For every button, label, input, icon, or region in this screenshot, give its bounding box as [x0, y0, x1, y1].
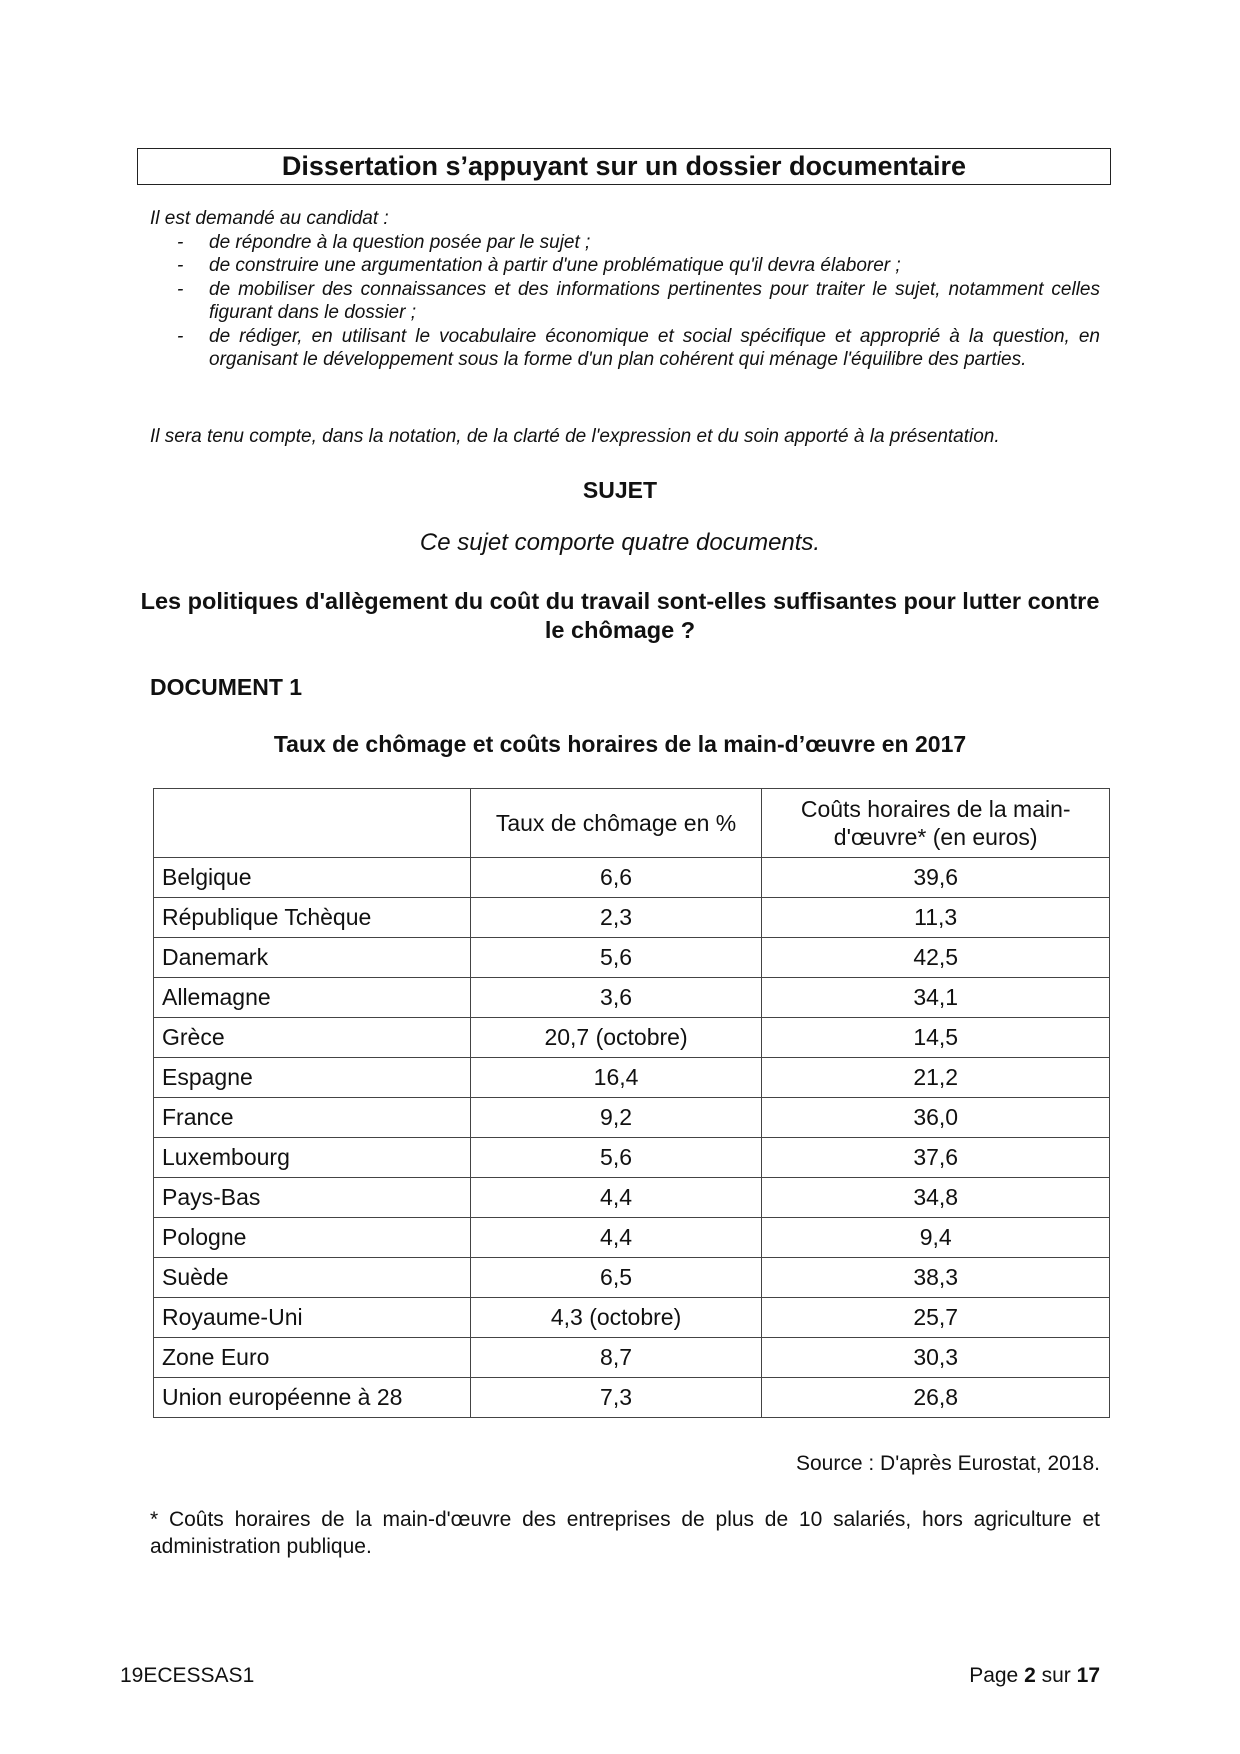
table-row — [154, 1098, 1110, 1138]
country-cell: Suède — [154, 1258, 471, 1298]
instructions-block — [150, 207, 1100, 372]
labour-cost-cell: 9,4 — [762, 1218, 1110, 1258]
page-sep: sur — [1041, 1664, 1071, 1687]
table-row — [154, 1218, 1110, 1258]
labour-cost-cell: 37,6 — [762, 1138, 1110, 1178]
country-cell: France — [154, 1098, 471, 1138]
country-cell: Danemark — [154, 938, 471, 978]
instruction-item: - de mobiliser des connaissances et des informations pertinentes pour traiter le sujet, notamment celles figurant dans le dossier ; — [150, 278, 1100, 325]
unemployment-rate-cell: 4,3 (octobre) — [470, 1298, 762, 1338]
table-row — [154, 1298, 1110, 1338]
sujet-question: Les politiques d'allègement du coût du travail sont-elles suffisantes pour lutter contre le chômage ? — [140, 588, 1100, 643]
labour-cost-cell: 34,8 — [762, 1178, 1110, 1218]
labour-cost-cell: 39,6 — [762, 858, 1110, 898]
page-current: 2 — [1024, 1664, 1036, 1687]
table-source: Source : D'après Eurostat, 2018. — [795, 1452, 1100, 1475]
table-row — [154, 1258, 1110, 1298]
table-row — [154, 938, 1110, 978]
unemployment-rate-cell: 4,4 — [470, 1178, 762, 1218]
table-row — [154, 1058, 1110, 1098]
sujet-subtitle: Ce sujet comporte quatre documents. — [419, 529, 821, 556]
labour-cost-cell: 14,5 — [762, 1018, 1110, 1058]
table-row — [154, 1138, 1110, 1178]
table-row — [154, 858, 1110, 898]
country-cell: Pays-Bas — [154, 1178, 471, 1218]
country-cell: Espagne — [154, 1058, 471, 1098]
unemployment-rate-cell: 5,6 — [470, 938, 762, 978]
table-row — [154, 1018, 1110, 1058]
table-row — [154, 898, 1110, 938]
page-number — [969, 1664, 1100, 1688]
table-row — [154, 1338, 1110, 1378]
unemployment-rate-cell: 9,2 — [470, 1098, 762, 1138]
table-title: Taux de chômage et coûts horaires de la main-d’œuvre en 2017 — [273, 731, 967, 757]
unemployment-rate-cell: 6,5 — [470, 1258, 762, 1298]
labour-cost-cell: 11,3 — [762, 898, 1110, 938]
unemployment-rate-cell: 6,6 — [470, 858, 762, 898]
unemployment-rate-cell: 3,6 — [470, 978, 762, 1018]
country-cell: Belgique — [154, 858, 471, 898]
unemployment-rate-cell: 20,7 (octobre) — [470, 1018, 762, 1058]
country-cell: Luxembourg — [154, 1138, 471, 1178]
instructions-list — [150, 231, 1100, 372]
unemployment-rate-cell: 16,4 — [470, 1058, 762, 1098]
unemployment-rate-cell: 7,3 — [470, 1378, 762, 1418]
instruction-item: - de construire une argumentation à partir d'une problématique qu'il devra élaborer ; — [150, 254, 1100, 278]
country-cell: Grèce — [154, 1018, 471, 1058]
labour-cost-cell: 34,1 — [762, 978, 1110, 1018]
table-header-row — [154, 789, 1110, 858]
exam-code: 19ECESSAS1 — [120, 1664, 255, 1687]
country-cell: Union européenne à 28 — [154, 1378, 471, 1418]
grading-note: Il sera tenu compte, dans la notation, de la clarté de l'expression et du soin apporté à la présentation. — [150, 426, 1000, 447]
data-table — [153, 788, 1110, 1418]
instructions-intro: Il est demandé au candidat : — [150, 208, 389, 229]
page-prefix: Page — [969, 1664, 1019, 1687]
table-row — [154, 1378, 1110, 1418]
page-total: 17 — [1076, 1664, 1100, 1687]
table-footnote: * Coûts horaires de la main-d'œuvre des entreprises de plus de 10 salariés, hors agriculture et administration publique. — [150, 1508, 1100, 1558]
labour-cost-cell: 25,7 — [762, 1298, 1110, 1338]
labour-cost-cell: 26,8 — [762, 1378, 1110, 1418]
table-row — [154, 978, 1110, 1018]
country-cell: République Tchèque — [154, 898, 471, 938]
page-title: Dissertation s’appuyant sur un dossier documentaire — [137, 148, 1111, 185]
country-cell: Pologne — [154, 1218, 471, 1258]
labour-cost-cell: 21,2 — [762, 1058, 1110, 1098]
unemployment-rate-cell: 2,3 — [470, 898, 762, 938]
sujet-heading: SUJET — [582, 477, 658, 503]
table-body — [154, 858, 1110, 1418]
labour-cost-cell: 38,3 — [762, 1258, 1110, 1298]
column-header-unemployment: Taux de chômage en % — [470, 789, 762, 858]
column-header-country — [154, 789, 471, 858]
country-cell: Allemagne — [154, 978, 471, 1018]
instruction-item: - de répondre à la question posée par le sujet ; — [150, 231, 1100, 255]
document-label: DOCUMENT 1 — [150, 674, 303, 700]
country-cell: Zone Euro — [154, 1338, 471, 1378]
unemployment-rate-cell: 4,4 — [470, 1218, 762, 1258]
country-cell: Royaume-Uni — [154, 1298, 471, 1338]
labour-cost-cell: 36,0 — [762, 1098, 1110, 1138]
instruction-item: - de rédiger, en utilisant le vocabulaire économique et social spécifique et approprié à la question, en organisant le développement sous la forme d'un plan cohérent qui ménage l'équilibre des parties. — [150, 325, 1100, 372]
labour-cost-cell: 42,5 — [762, 938, 1110, 978]
table-row — [154, 1178, 1110, 1218]
labour-cost-cell: 30,3 — [762, 1338, 1110, 1378]
unemployment-rate-cell: 8,7 — [470, 1338, 762, 1378]
column-header-labour-cost: Coûts horaires de la main-d'œuvre* (en euros) — [762, 789, 1110, 858]
unemployment-rate-cell: 5,6 — [470, 1138, 762, 1178]
